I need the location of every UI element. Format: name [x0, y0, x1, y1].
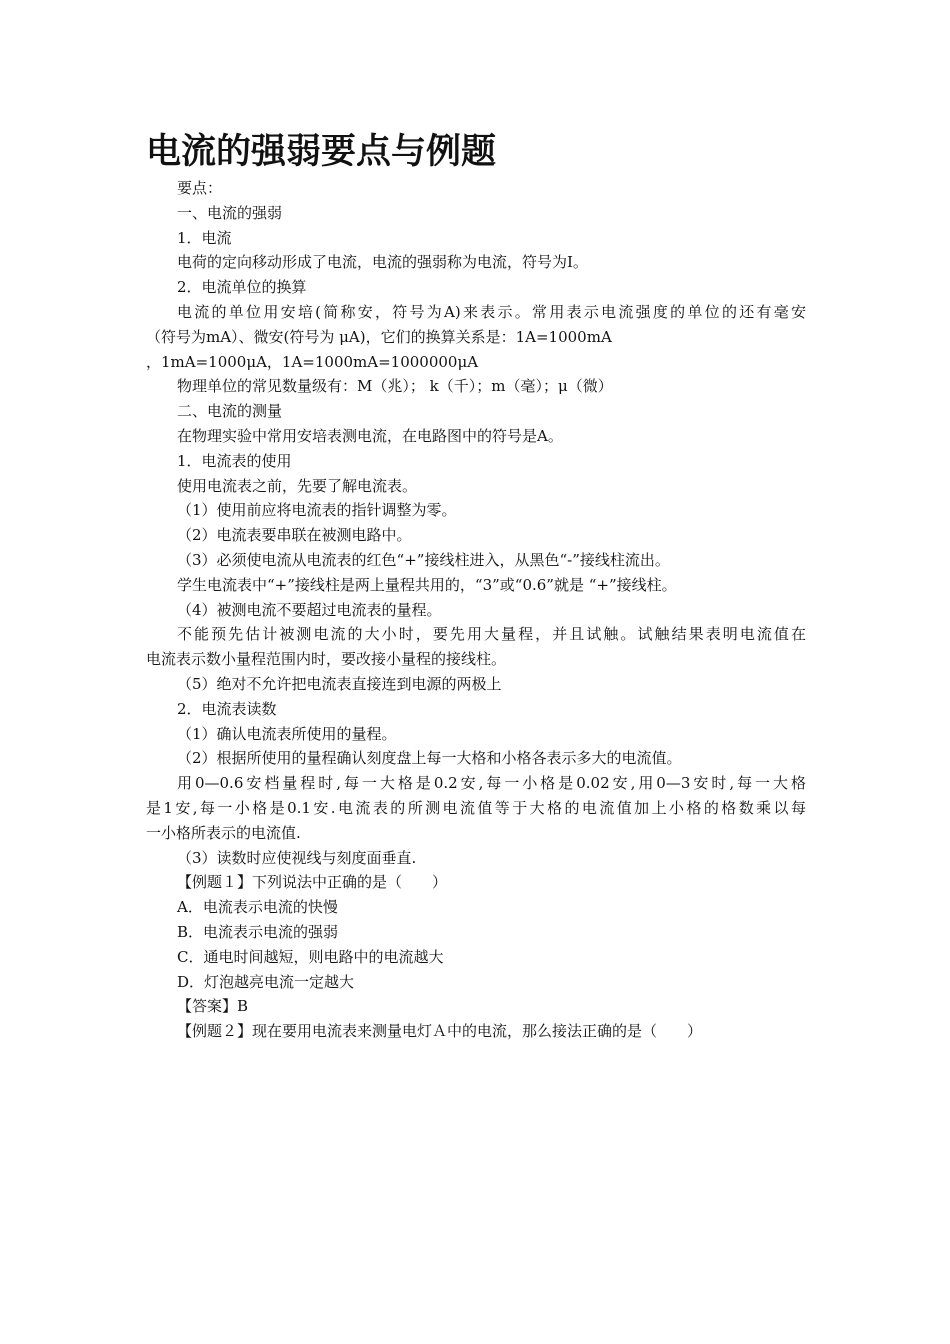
list-item: （4）被测电流不要超过电流表的量程。 — [177, 600, 442, 619]
list-item: （2）根据所使用的量程确认刻度盘上每一大格和小格各表示多大的电流值。 — [177, 749, 682, 768]
text-line: 使用电流表之前，先要了解电流表。 — [177, 476, 418, 495]
answer-option: A．电流表示电流的快慢 — [177, 898, 338, 917]
text-line: 要点： — [177, 179, 223, 197]
section-heading: 一、电流的强弱 — [177, 203, 283, 222]
text-line: 电流的单位用安培(简称安，符号为A)来表示。常用表示电流强度的单位的还有毫安 — [177, 302, 806, 321]
subsection-heading: 1．电流 — [177, 228, 232, 247]
list-item: （2）电流表要串联在被测电路中。 — [177, 526, 412, 545]
example-question: 【例题１】下列说法中正确的是（ ） — [177, 873, 448, 892]
list-item: （1）确认电流表所使用的量程。 — [177, 724, 397, 743]
text-line: 用0—0.6安档量程时,每一大格是0.2安,每一小格是0.02安,用0—3安时,每一大格 — [177, 774, 806, 793]
document-title: 电流的强弱要点与例题 — [146, 132, 497, 172]
list-item: （5）绝对不允许把电流表直接连到电源的两极上 — [177, 674, 502, 693]
text-line: 电荷的定向移动形成了电流，电流的强弱称为电流，符号为I。 — [177, 253, 588, 272]
answer-option: B．电流表示电流的强弱 — [177, 922, 339, 941]
text-line: ，1mA=1000μA，1A=1000mA=1000000μA — [146, 352, 479, 371]
list-item: （3）读数时应使视线与刻度面垂直. — [177, 848, 417, 867]
document-body — [146, 176, 806, 1044]
section-heading: 二、电流的测量 — [177, 402, 283, 421]
subsection-heading: 2．电流表读数 — [177, 699, 277, 718]
text-line: 在物理实验中常用安培表测电流，在电路图中的符号是A。 — [177, 426, 563, 445]
example-question: 【例题２】现在要用电流表来测量电灯Ａ中的电流，那么接法正确的是（ ） — [177, 1022, 703, 1041]
list-item: （3）必须使电流从电流表的红色“+”接线柱进入，从黑色“-”接线柱流出。 — [177, 550, 670, 569]
text-line: 学生电流表中“+”接线柱是两上量程共用的，“3”或“0.6”就是 “+”接线柱。 — [177, 575, 677, 594]
text-line: 是1安,每一小格是0.1安.电流表的所测电流值等于大格的电流值加上小格的格数乘以每 — [146, 798, 806, 817]
text-line: 电流表示数小量程范围内时，要改接小量程的接线柱。 — [146, 650, 507, 669]
text-line: （符号为mA）、微安(符号为 μA)，它们的换算关系是：1A=1000mA — [146, 327, 612, 346]
text-line: 一小格所表示的电流值. — [146, 823, 301, 842]
answer-line: 【答案】B — [177, 997, 249, 1016]
text-line: 不能预先估计被测电流的大小时，要先用大量程，并且试触。试触结果表明电流值在 — [177, 625, 806, 644]
answer-option: D．灯泡越亮电流一定越大 — [177, 972, 355, 991]
subsection-heading: 1．电流表的使用 — [177, 451, 292, 470]
list-item: （1）使用前应将电流表的指针调整为零。 — [177, 501, 457, 520]
answer-option: C．通电时间越短，则电路中的电流越大 — [177, 947, 444, 966]
text-line: 物理单位的常见数量级有：M（兆）； k（千）；m（毫）；μ（微） — [177, 377, 613, 396]
subsection-heading: 2．电流单位的换算 — [177, 278, 307, 297]
